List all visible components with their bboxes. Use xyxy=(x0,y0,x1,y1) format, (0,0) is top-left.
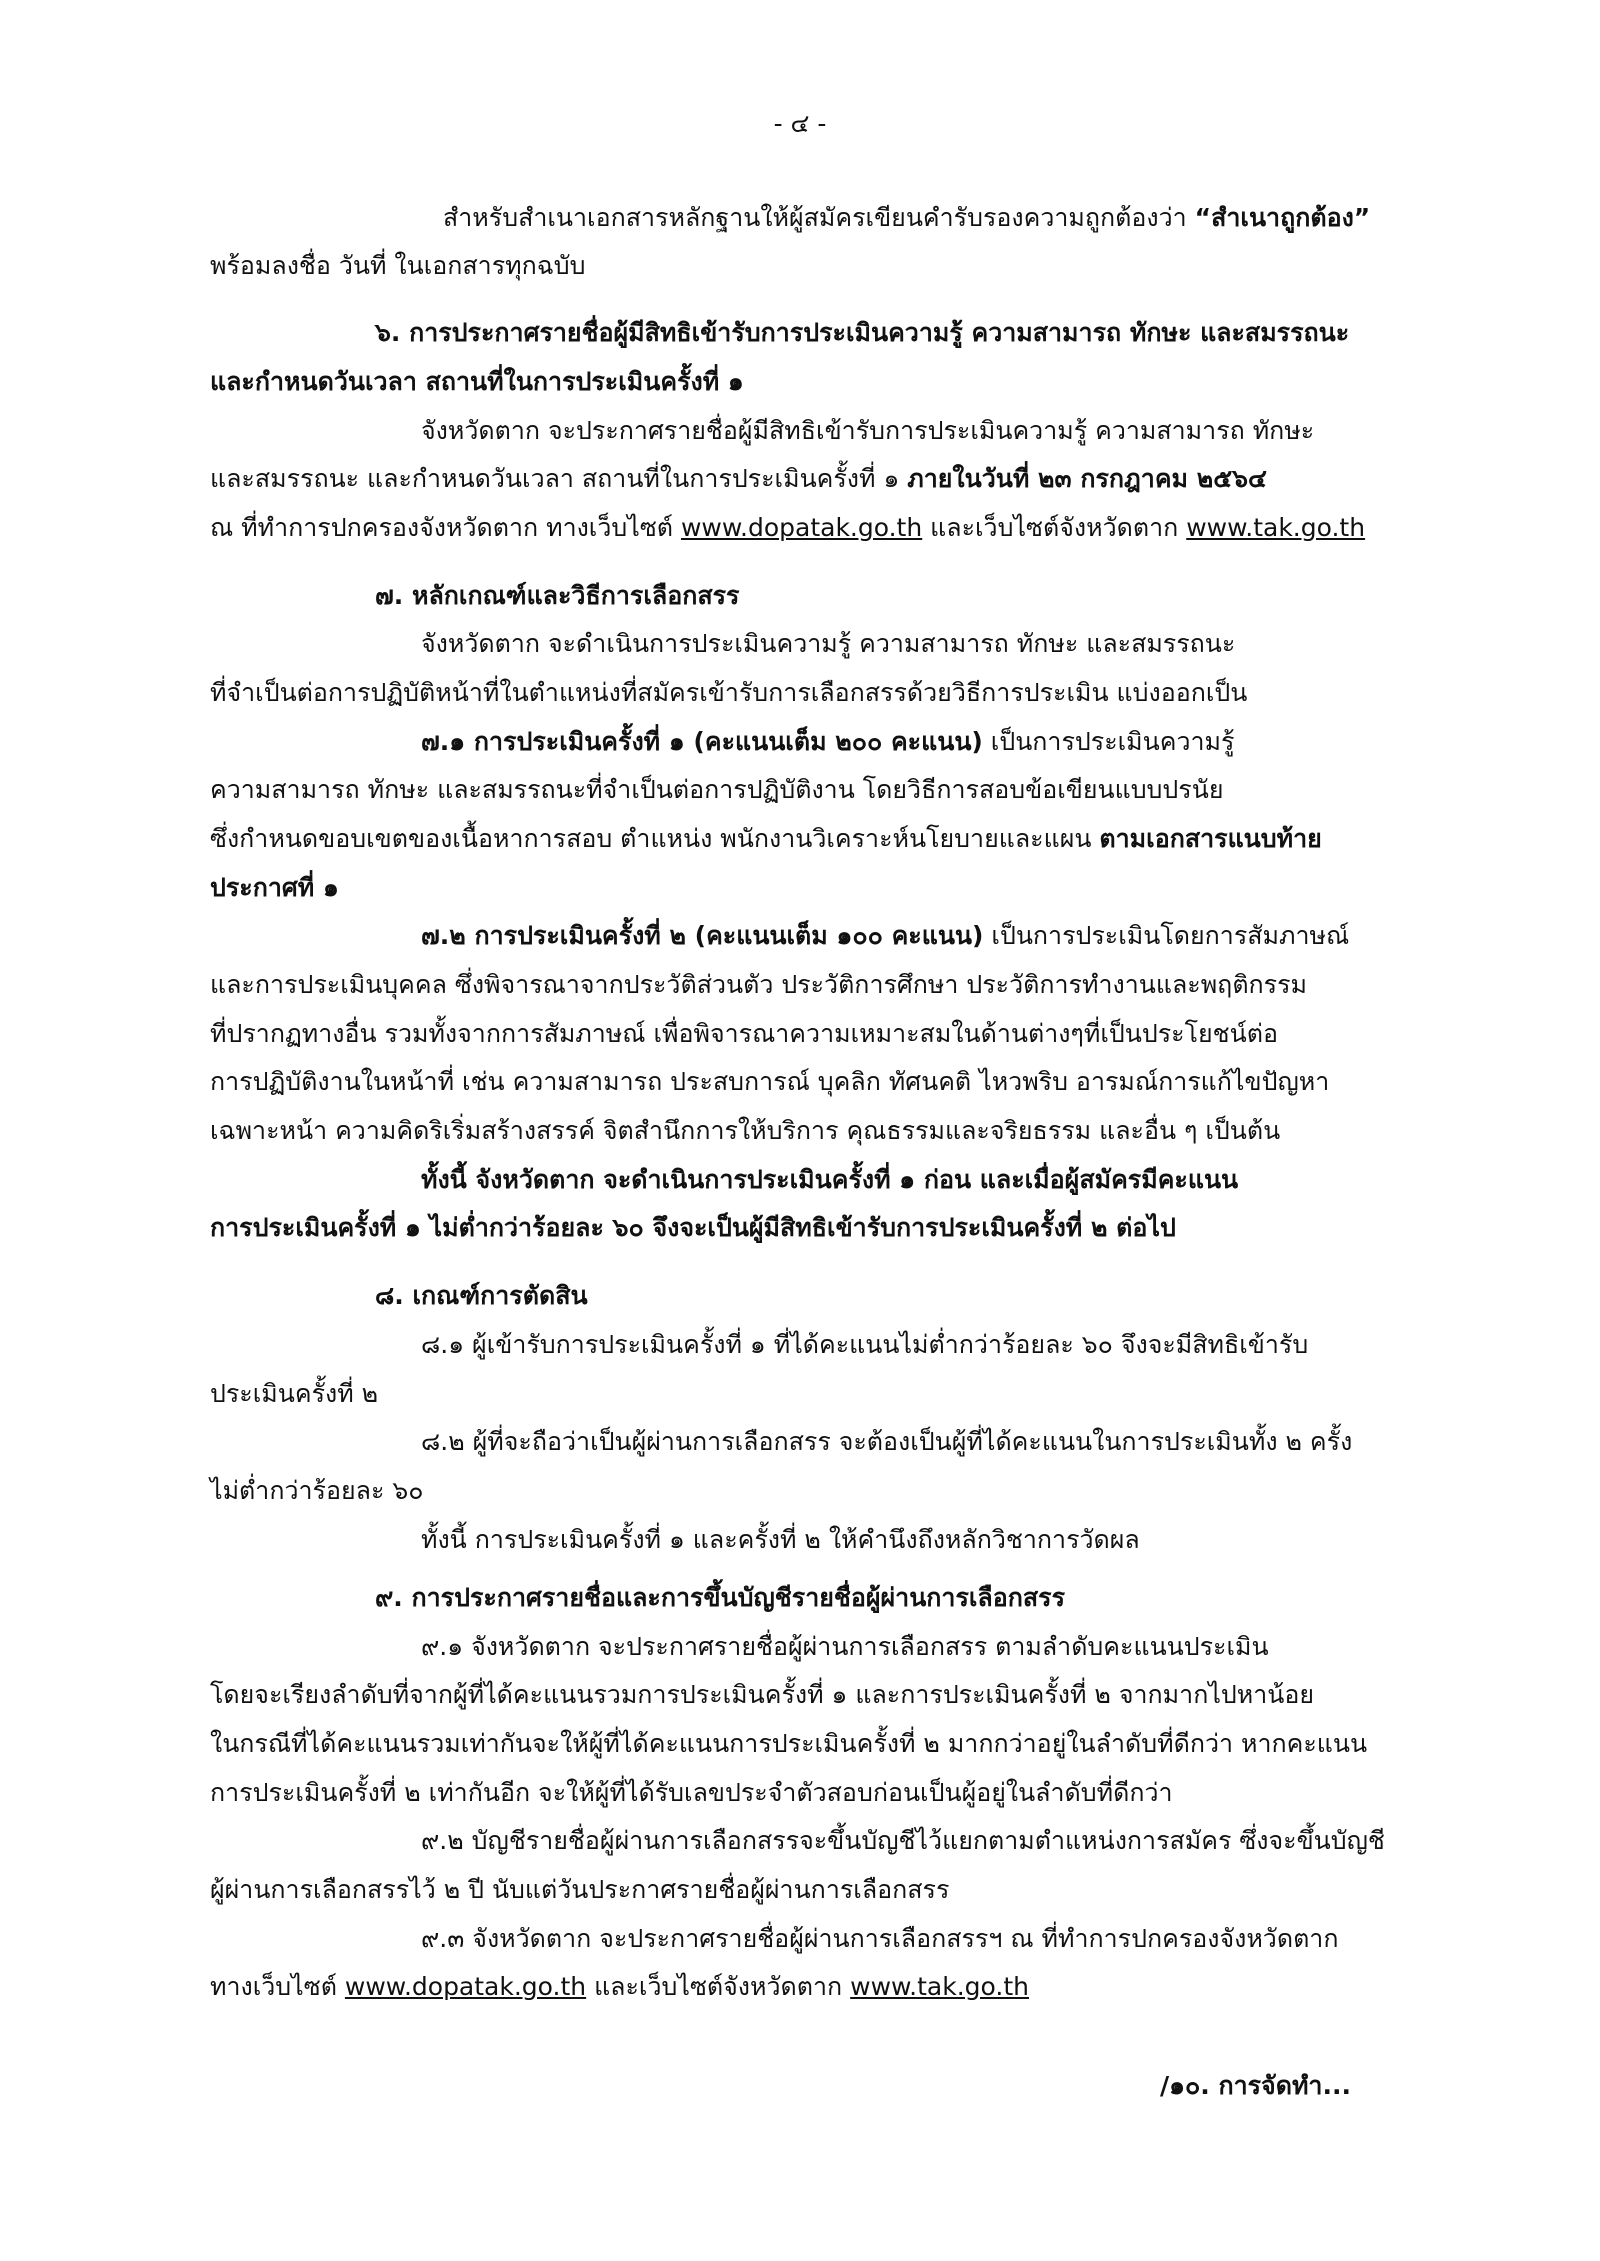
text-line-with-links xyxy=(210,1969,1029,2005)
text-run: และเว็บไซต์จังหวัดตาก xyxy=(586,1972,851,2001)
subsection-8-2 xyxy=(421,1424,1352,1460)
text-run: ๗.๑ การประเมินครั้งที่ ๑ (คะแนนเต็ม ๒๐๐ คะแนน) xyxy=(421,727,983,756)
text-line xyxy=(210,1064,1329,1100)
subsection-9-3 xyxy=(421,1921,1338,1957)
text-run: และกำหนดวันเวลา สถานที่ในการประเมินครั้งที่ ๑ xyxy=(210,367,744,396)
text-line xyxy=(421,413,1314,449)
url-link[interactable]: www.tak.go.th xyxy=(1186,513,1366,542)
text-run: ๙.๒ บัญชีรายชื่อผู้ผ่านการเลือกสรรจะขึ้นบัญชีไว้แยกตามตำแหน่งการสมัคร ซึ่งจะขึ้นบัญชี xyxy=(421,1826,1385,1855)
text-line xyxy=(421,626,1235,662)
section-heading-8 xyxy=(375,1278,588,1314)
text-run: จังหวัดตาก จะประกาศรายชื่อผู้มีสิทธิเข้ารับการประเมินความรู้ ความสามารถ ทักษะ xyxy=(421,416,1315,445)
text-line xyxy=(443,200,1370,236)
text-run: ณ ที่ทำการปกครองจังหวัดตาก ทางเว็บไซต์ xyxy=(210,513,681,542)
text-run: สำหรับสำเนาเอกสารหลักฐานให้ผู้สมัครเขียนคำรับรองความถูกต้องว่า xyxy=(443,203,1195,232)
text-run: ในกรณีที่ได้คะแนนรวมเท่ากันจะให้ผู้ที่ได้คะแนนการประเมินครั้งที่ ๒ มากกว่าอยู่ในลำดับที่ดีกว่า หากคะแนน xyxy=(210,1729,1368,1758)
text-run: ๗. หลักเกณฑ์และวิธีการเลือกสรร xyxy=(375,581,740,610)
text-run: การประเมินครั้งที่ ๒ เท่ากันอีก จะให้ผู้ที่ได้รับเลขประจำตัวสอบก่อนเป็นผู้อยู่ในลำดับที่ดีกว่า xyxy=(210,1778,1173,1807)
text-line xyxy=(210,1726,1367,1762)
text-run: ๘.๒ ผู้ที่จะถือว่าเป็นผู้ผ่านการเลือกสรร จะต้องเป็นผู้ที่ได้คะแนนในการประเมินทั้ง ๒ ครั้ง xyxy=(421,1427,1353,1456)
url-link[interactable]: www.dopatak.go.th xyxy=(680,513,923,542)
text-run: ภายในวันที่ ๒๓ กรกฎาคม ๒๕๖๔ xyxy=(907,464,1267,493)
text-run: และเว็บไซต์จังหวัดตาก xyxy=(922,513,1187,542)
text-run: ความสามารถ ทักษะ และสมรรถนะที่จำเป็นต่อการปฏิบัติงาน โดยวิธีการสอบข้อเขียนแบบปรนัย xyxy=(210,775,1224,804)
text-line xyxy=(421,1162,1238,1198)
subsection-7-2 xyxy=(421,918,1349,954)
text-run: ๙. การประกาศรายชื่อและการขึ้นบัญชีรายชื่อผู้ผ่านการเลือกสรร xyxy=(375,1583,1066,1612)
text-run: ๖. การประกาศรายชื่อผู้มีสิทธิเข้ารับการประเมินความรู้ ความสามารถ ทักษะ และสมรรถนะ xyxy=(375,318,1350,347)
text-run: ผู้ผ่านการเลือกสรรไว้ ๒ ปี นับแต่วันประกาศรายชื่อผู้ผ่านการเลือกสรร xyxy=(210,1875,950,1904)
text-run: ประกาศที่ ๑ xyxy=(210,873,339,902)
text-line xyxy=(210,772,1223,808)
subsection-8-1 xyxy=(421,1327,1308,1363)
url-link[interactable]: www.dopatak.go.th xyxy=(344,1972,587,2001)
text-run: และการประเมินบุคคล ซึ่งพิจารณาจากประวัติส่วนตัว ประวัติการศึกษา ประวัติการทำงานและพฤติกรรม xyxy=(210,970,1308,999)
text-run: เป็นการประเมินความรู้ xyxy=(982,727,1235,756)
text-line xyxy=(210,1016,1278,1052)
text-run: ๗.๒ การประเมินครั้งที่ ๒ (คะแนนเต็ม ๑๐๐ คะแนน) xyxy=(421,921,984,950)
url-link[interactable]: www.tak.go.th xyxy=(850,1972,1029,2001)
text-run: ๙.๑ จังหวัดตาก จะประกาศรายชื่อผู้ผ่านการเลือกสรร ตามลำดับคะแนนประเมิน xyxy=(421,1632,1269,1661)
section-heading-6-cont xyxy=(210,364,744,400)
text-run: และสมรรถนะ และกำหนดวันเวลา สถานที่ในการประเมินครั้งที่ ๑ xyxy=(210,464,908,493)
text-run: ที่จำเป็นต่อการปฏิบัติหน้าที่ในตำแหน่งที่สมัครเข้ารับการเลือกสรรด้วยวิธีการประเมิน แบ่งออกเป็น xyxy=(210,678,1248,707)
text-run: /๑๐. การจัดทำ... xyxy=(1160,2071,1351,2100)
text-run: ทั้งนี้ การประเมินครั้งที่ ๑ และครั้งที่ ๒ ให้คำนึงถึงหลักวิชาการวัดผล xyxy=(421,1525,1140,1554)
text-line xyxy=(210,1872,949,1908)
text-run: ทางเว็บไซต์ xyxy=(210,1972,345,2001)
text-run: การปฏิบัติงานในหน้าที่ เช่น ความสามารถ ประสบการณ์ บุคลิก ทัศนคติ ไหวพริบ อารมณ์การแก้ไขปัญหา xyxy=(210,1067,1330,1096)
page-number: - ๔ - xyxy=(773,109,827,138)
text-line xyxy=(210,1677,1314,1713)
text-run: จังหวัดตาก จะดำเนินการประเมินความรู้ ความสามารถ ทักษะ และสมรรถนะ xyxy=(421,629,1236,658)
text-line-with-links xyxy=(210,510,1365,546)
subsection-9-2 xyxy=(421,1823,1385,1859)
text-line xyxy=(210,821,1322,857)
text-line xyxy=(210,870,339,906)
subsection-7-1 xyxy=(421,724,1234,760)
text-line xyxy=(210,675,1247,711)
text-run: “สำเนาถูกต้อง” xyxy=(1194,203,1371,232)
text-run: ที่ปรากฏทางอื่น รวมทั้งจากการสัมภาษณ์ เพื่อพิจารณาความเหมาะสมในด้านต่างๆที่เป็นประโยชน์ต่อ xyxy=(210,1019,1278,1048)
text-run: เป็นการประเมินโดยการสัมภาษณ์ xyxy=(983,921,1350,950)
section-heading-9 xyxy=(375,1580,1065,1616)
text-line xyxy=(210,248,586,284)
text-run: ไม่ต่ำกว่าร้อยละ ๖๐ xyxy=(210,1476,424,1505)
text-run: ซึ่งกำหนดขอบเขตของเนื้อหาการสอบ ตำแหน่ง พนักงานวิเคราะห์นโยบายและแผน xyxy=(210,824,1100,853)
text-run: ประเมินครั้งที่ ๒ xyxy=(210,1379,379,1408)
text-run: ๙.๓ จังหวัดตาก จะประกาศรายชื่อผู้ผ่านการเลือกสรรฯ ณ ที่ทำการปกครองจังหวัดตาก xyxy=(421,1924,1339,1953)
text-run: เฉพาะหน้า ความคิดริเริ่มสร้างสรรค์ จิตสำนึกการให้บริการ คุณธรรมและจริยธรรม และอื่น ๆ เป็นต้น xyxy=(210,1116,1281,1145)
section-heading-6 xyxy=(375,315,1349,351)
text-run: การประเมินครั้งที่ ๑ ไม่ต่ำกว่าร้อยละ ๖๐ จึงจะเป็นผู้มีสิทธิเข้ารับการประเมินครั้งที่ ๒ ต่อไป xyxy=(210,1213,1176,1242)
text-run: ๘. เกณฑ์การตัดสิน xyxy=(375,1281,588,1310)
text-run: ๘.๑ ผู้เข้ารับการประเมินครั้งที่ ๑ ที่ได้คะแนนไม่ต่ำกว่าร้อยละ ๖๐ จึงจะมีสิทธิเข้ารับ xyxy=(421,1330,1309,1359)
text-line xyxy=(210,1376,378,1412)
text-line xyxy=(210,461,1267,497)
text-run: โดยจะเรียงลำดับที่จากผู้ที่ได้คะแนนรวมการประเมินครั้งที่ ๑ และการประเมินครั้งที่ ๒ จากมากไปหาน้อย xyxy=(210,1680,1315,1709)
text-line xyxy=(210,1775,1173,1811)
section-heading-7 xyxy=(375,578,739,614)
text-run: พร้อมลงชื่อ วันที่ ในเอกสารทุกฉบับ xyxy=(210,251,586,280)
subsection-9-1 xyxy=(421,1629,1269,1665)
text-line xyxy=(210,1113,1280,1149)
text-line xyxy=(210,967,1307,1003)
text-run: ตามเอกสารแนบท้าย xyxy=(1099,824,1322,853)
text-run: ทั้งนี้ จังหวัดตาก จะดำเนินการประเมินครั้งที่ ๑ ก่อน และเมื่อผู้สมัครมีคะแนน xyxy=(421,1165,1239,1194)
text-line xyxy=(210,1473,423,1509)
continuation-marker xyxy=(1160,2068,1351,2104)
text-line xyxy=(421,1522,1140,1558)
text-line xyxy=(210,1210,1176,1246)
